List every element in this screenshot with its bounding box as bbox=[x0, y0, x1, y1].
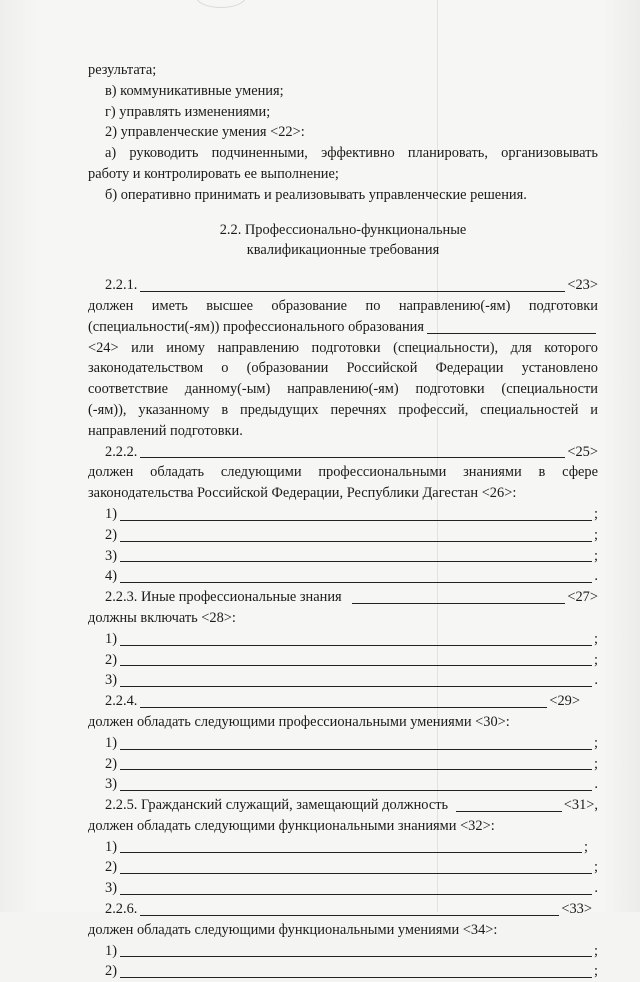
blank-field[interactable] bbox=[120, 735, 592, 750]
clause-2-2-3-header bbox=[88, 587, 598, 608]
text-line: законодательства Российской Федерации, Республики Дагестан <26>: bbox=[88, 485, 517, 502]
blank-field[interactable] bbox=[120, 631, 592, 646]
blank-field[interactable] bbox=[140, 443, 565, 458]
footnote-ref: <23> bbox=[567, 277, 598, 294]
text-line: (-ям)), указанному в предыдущих перечнях профессий, специальностей и bbox=[88, 401, 598, 418]
clause-2-2-2-header bbox=[88, 442, 598, 463]
text-line: соответствие данному(-ым) направлению(-ям) подготовки (специальности bbox=[88, 381, 598, 398]
clause-2-2-5-header bbox=[88, 795, 598, 816]
list-item: 1) ; bbox=[105, 942, 598, 959]
blank-field[interactable] bbox=[120, 880, 592, 895]
clause-label: 2.2.5. Гражданский служащий, замещающий должность bbox=[105, 797, 449, 814]
blank-field[interactable] bbox=[427, 319, 596, 334]
list-item: 2) ; bbox=[105, 651, 598, 668]
footnote-ref: <25> bbox=[567, 443, 598, 460]
blank-field[interactable] bbox=[120, 963, 592, 978]
clause-number: 2.2.4. bbox=[105, 693, 138, 710]
list-item: 3) . bbox=[105, 672, 598, 689]
list-item: 2) ; bbox=[105, 963, 598, 980]
blank-field[interactable] bbox=[120, 776, 592, 791]
list-item: 4) . bbox=[105, 568, 598, 585]
clause-label: 2.2.3. Иные профессиональные знания bbox=[105, 589, 342, 606]
blank-field[interactable] bbox=[120, 838, 582, 853]
clause-number: 2.2.2. bbox=[105, 443, 138, 460]
text-fragment: (специальности(-ям)) профессионального образования bbox=[88, 318, 424, 335]
text-line: должен обладать следующими функциональными умениями <34>: bbox=[88, 921, 498, 938]
blank-field[interactable] bbox=[120, 942, 592, 957]
text-line: б) оперативно принимать и реализовывать управленческие решения. bbox=[105, 186, 527, 203]
text-line: должны включать <28>: bbox=[88, 609, 236, 626]
blank-field[interactable] bbox=[120, 568, 592, 583]
list-item: 3) ; bbox=[105, 547, 598, 564]
clause-number: 2.2.6. bbox=[105, 901, 138, 918]
blank-field[interactable] bbox=[352, 589, 566, 604]
text-line: должен обладать следующими профессиональными умениями <30>: bbox=[88, 713, 510, 730]
list-item: 1) ; bbox=[105, 734, 598, 751]
footnote-ref: <29> bbox=[549, 693, 580, 710]
text-line-with-blank bbox=[88, 317, 598, 338]
blank-field[interactable] bbox=[456, 797, 562, 812]
blank-field[interactable] bbox=[120, 755, 592, 770]
text-line: г) управлять изменениями; bbox=[105, 103, 271, 120]
footnote-ref: <33> bbox=[561, 901, 592, 918]
section-heading-line2: квалификационные требования bbox=[246, 242, 440, 259]
text-line: должен иметь высшее образование по направлению(-ям) подготовки bbox=[88, 297, 598, 314]
clause-number: 2.2.1. bbox=[105, 277, 138, 294]
text-line: 2) управленческие умения <22>: bbox=[105, 124, 305, 141]
text-line: направлений подготовки. bbox=[88, 422, 243, 439]
text-line: должен обладать следующими профессиональными знаниями в сфере bbox=[88, 464, 598, 481]
blank-field[interactable] bbox=[140, 901, 559, 916]
blank-field[interactable] bbox=[120, 859, 592, 874]
document-body bbox=[88, 60, 598, 982]
list-item: 2) ; bbox=[105, 859, 598, 876]
text-line: должен обладать следующими функциональными знаниями <32>: bbox=[88, 817, 495, 834]
list-item: 1) ; bbox=[105, 838, 588, 855]
text-line: законодательством о (образовании Российской Федерации установлено bbox=[88, 360, 598, 377]
blank-field[interactable] bbox=[120, 651, 592, 666]
blank-field[interactable] bbox=[120, 547, 592, 562]
list-item: 2) ; bbox=[105, 755, 598, 772]
text-line: результата; bbox=[88, 62, 157, 78]
blank-field[interactable] bbox=[120, 527, 592, 542]
list-item: 3) . bbox=[105, 880, 598, 897]
list-item: 2) ; bbox=[105, 526, 598, 543]
text-line: <24> или иному направлению подготовки (специальности), для которого bbox=[88, 339, 598, 356]
blank-field[interactable] bbox=[120, 506, 592, 521]
list-item: 1) ; bbox=[105, 630, 598, 647]
clause-2-2-6-header bbox=[88, 899, 598, 920]
clause-2-2-4-header bbox=[88, 691, 598, 712]
blank-field[interactable] bbox=[120, 672, 592, 687]
text-line: а) руководить подчиненными, эффективно планировать, организовывать bbox=[105, 145, 598, 162]
list-item: 1) ; bbox=[105, 505, 598, 522]
list-item: 3) . bbox=[105, 776, 598, 793]
text-line: работу и контролировать ее выполнение; bbox=[88, 165, 339, 182]
text-line: в) коммуникативные умения; bbox=[105, 82, 284, 99]
clause-2-2-1-header bbox=[88, 275, 598, 296]
section-heading-line1: 2.2. Профессионально-функциональные bbox=[219, 221, 467, 238]
blank-field[interactable] bbox=[140, 277, 565, 292]
blank-field[interactable] bbox=[140, 693, 547, 708]
footnote-ref: <31>, bbox=[563, 797, 598, 814]
footnote-ref: <27> bbox=[567, 589, 598, 606]
